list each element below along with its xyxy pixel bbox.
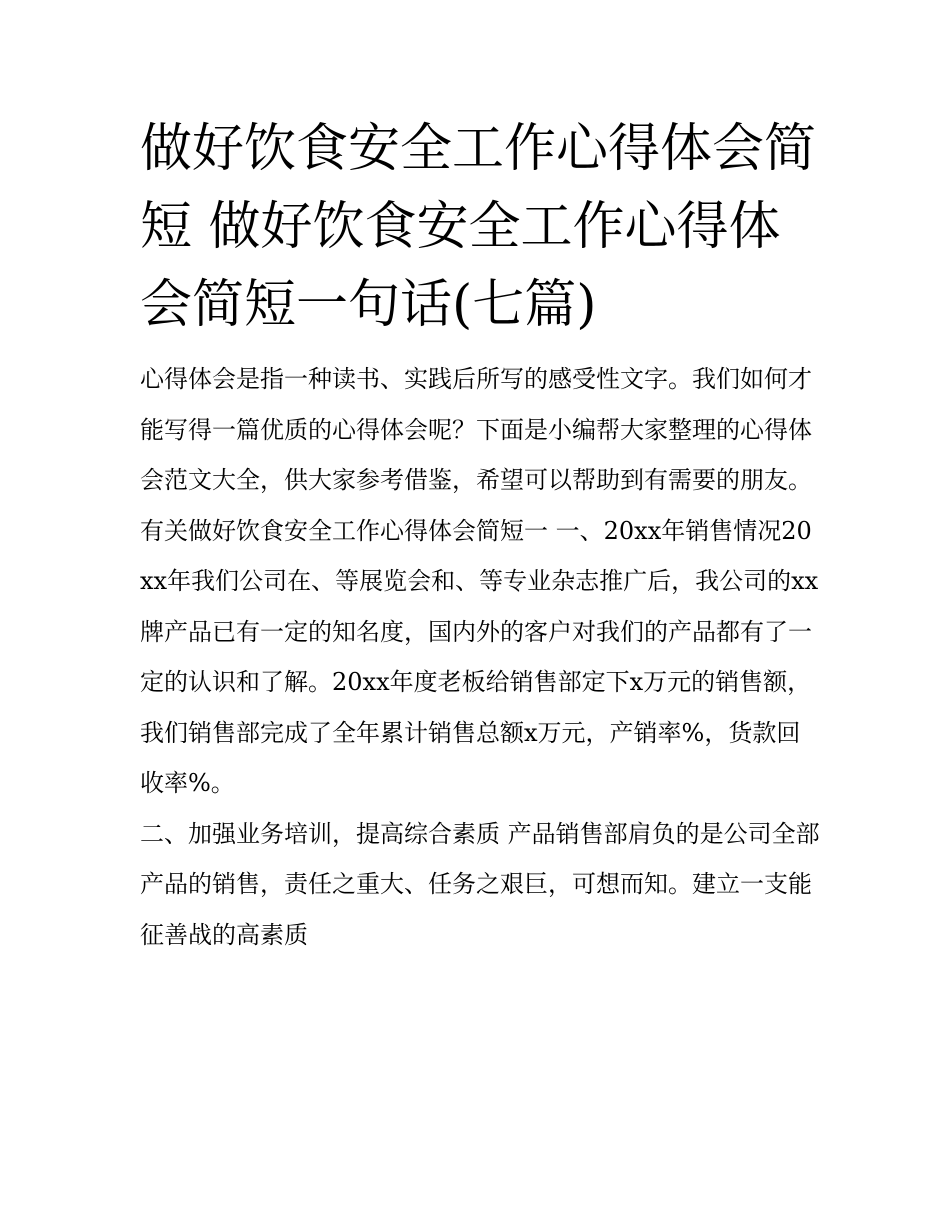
document-title: 做好饮食安全工作心得体会简短 做好饮食安全工作心得体会简短一句话(七篇) [140, 119, 817, 335]
paragraph-sales: 有关做好饮食安全工作心得体会简短一 一、20xx年销售情况20xx年我们公司在、等展览会和、等专业杂志推广后，我公司的xx牌产品已有一定的知名度，国内外的客户对我们的产品都有了一定的认识和了解。20xx年度老板给销售部定下x万元的销售额，我们销售部完成了全年累计销售总额x万元，产销率%，货款回收率%。 [140, 516, 819, 797]
paragraph-intro: 心得体会是指一种读书、实践后所写的感受性文字。我们如何才能写得一篇优质的心得体会呢？下面是小编帮大家整理的心得体会范文大全，供大家参考借鉴，希望可以帮助到有需要的朋友。 [140, 365, 812, 494]
document-body [140, 354, 820, 960]
paragraph-training: 二、加强业务培训，提高综合素质 产品销售部肩负的是公司全部产品的销售，责任之重大、任务之艰巨，可想而知。建立一支能征善战的高素质 [140, 819, 820, 949]
